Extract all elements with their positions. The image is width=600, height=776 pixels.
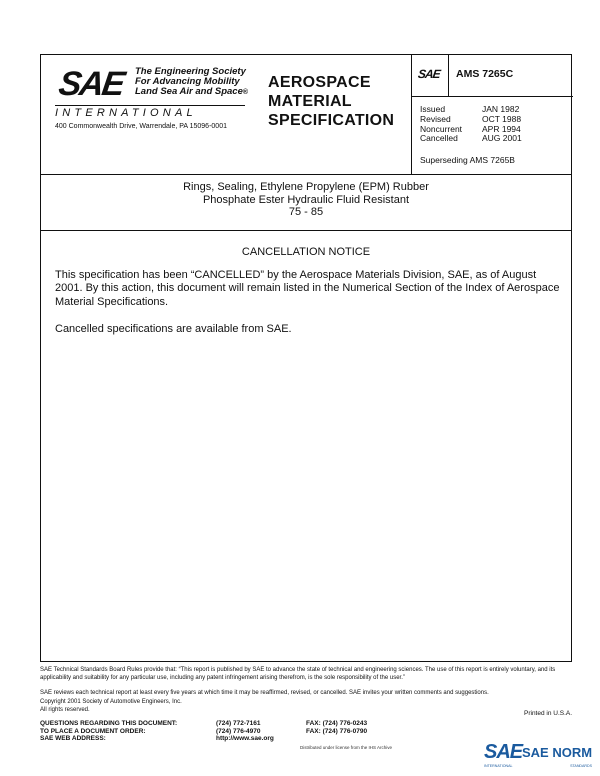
- distribution-note: Distributed under license from the IHS Archive: [300, 745, 393, 750]
- date-history: [420, 105, 560, 144]
- tagline-line-1: The Engineering Society: [135, 66, 246, 77]
- date-label: Issued: [420, 104, 446, 114]
- contact-label: SAE WEB ADDRESS:: [40, 735, 106, 743]
- sae-logo: SAE: [56, 65, 126, 103]
- title-line-3: SPECIFICATION: [268, 112, 395, 129]
- date-label: Revised: [420, 113, 451, 124]
- date-value: OCT 1988: [482, 113, 522, 124]
- availability-paragraph: Cancelled specifications are available from SAE.: [55, 323, 292, 335]
- review-note: SAE reviews each technical report at least every five years at which time it may be reaffirmed, revised, or cancelled. SAE invites your written comments and suggestions.: [40, 690, 489, 696]
- document-info-box: [411, 55, 573, 175]
- title-line-2: MATERIAL: [268, 93, 352, 110]
- cancellation-paragraph: This specification has been “CANCELLED” by the Aerospace Materials Division, SAE, as of August 2001. By this action, this document will remain listed in the Numerical Section of the Index of Aerospace Material Specifications.: [55, 269, 560, 308]
- document-subject: [41, 175, 571, 231]
- stamp-subline: [484, 764, 592, 768]
- printed-in: Printed in U.S.A.: [524, 710, 573, 717]
- date-label: Cancelled: [420, 133, 458, 144]
- contact-fax: [306, 735, 426, 743]
- stamp-sub-left: INTERNATIONAL: [484, 764, 513, 768]
- contact-phone: (724) 772-7161: [216, 720, 261, 727]
- subject-line-2: Phosphate Ester Hydraulic Fluid Resistant: [202, 193, 410, 206]
- subject-line-3: 75 - 85: [288, 206, 324, 218]
- board-rules-note: SAE Technical Standards Board Rules provide that: “This report is published by SAE to advance the state of technical and engineering sciences. The use of this report is entirely voluntary, and its applicability and suitability for any particular use, including any patent infringement arising therefrom, is the sole responsibility of the user.”: [40, 667, 556, 681]
- contact-phone: (724) 776-4970: [216, 727, 261, 735]
- rights-line: All rights reserved.: [40, 706, 90, 713]
- sae-small-logo: SAE: [417, 67, 441, 81]
- contact-row: [40, 728, 426, 736]
- divider: [448, 55, 449, 97]
- society-tagline: [135, 67, 275, 98]
- stamp-wordmark: SAE NORM: [522, 745, 593, 760]
- cancellation-notice-title: CANCELLATION NOTICE: [241, 246, 371, 258]
- contact-label: QUESTIONS REGARDING THIS DOCUMENT:: [40, 720, 178, 727]
- tagline-line-3: Land Sea Air and Space®: [135, 86, 249, 97]
- registered-mark: ®: [242, 89, 249, 96]
- contact-row: [40, 720, 426, 728]
- society-address: 400 Commonwealth Drive, Warrendale, PA 15096-0001: [55, 123, 227, 130]
- stamp-sub-right: STANDARDS: [570, 764, 592, 768]
- doc-number: AMS 7265C: [456, 68, 514, 80]
- date-value: AUG 2001: [482, 133, 522, 144]
- contact-fax: FAX: (724) 776-0243: [306, 720, 368, 727]
- document-header: [41, 55, 571, 175]
- contact-label: TO PLACE A DOCUMENT ORDER:: [40, 727, 146, 735]
- doc-number-row: [412, 55, 573, 97]
- superseding-note: Superseding AMS 7265B: [420, 155, 515, 165]
- title-line-1: AEROSPACE: [268, 74, 371, 91]
- date-value: JAN 1982: [482, 104, 520, 114]
- sae-norm-stamp: [484, 741, 596, 771]
- stamp-logo: SAE: [484, 741, 523, 763]
- date-row: [420, 134, 560, 144]
- date-value: APR 1994: [482, 123, 521, 134]
- date-label: Noncurrent: [420, 123, 463, 134]
- copyright-block: [40, 699, 580, 714]
- subject-line-1: Rings, Sealing, Ethylene Propylene (EPM) Rubber: [183, 181, 429, 193]
- contact-row: [40, 735, 426, 743]
- copyright-line: Copyright 2001 Society of Automotive Engineers, Inc.: [40, 699, 182, 705]
- document-type-title: [268, 73, 394, 130]
- contact-fax: FAX: (724) 776-0790: [306, 727, 368, 735]
- tagline-line-2: For Advancing Mobility: [135, 76, 240, 87]
- contact-table: [40, 720, 426, 743]
- document-frame: [40, 54, 572, 662]
- web-address-link[interactable]: http://www.sae.org: [216, 735, 274, 743]
- international-wordmark: INTERNATIONAL: [55, 105, 245, 119]
